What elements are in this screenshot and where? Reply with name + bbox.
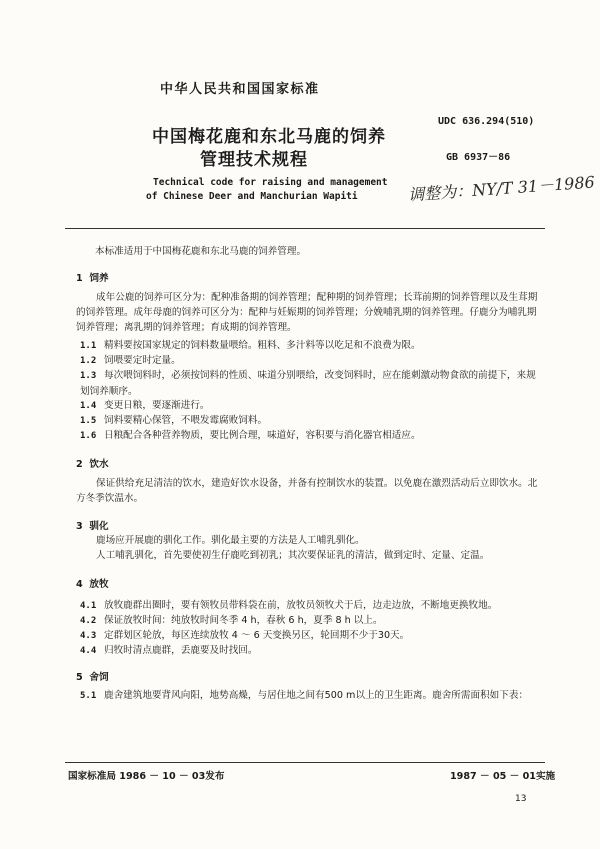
item-text: 归牧时清点鹿群，丢鹿要及时找回。 bbox=[104, 645, 258, 656]
handwritten-note: 调整为：NY/T 31－1986 bbox=[407, 172, 596, 205]
item-text: 饲喂要定时定量。 bbox=[104, 355, 181, 366]
item-number: 1.3 bbox=[80, 371, 97, 381]
item-number: 5.1 bbox=[80, 691, 97, 701]
list-item bbox=[80, 368, 544, 399]
issue-date: 国家标准局 1986 － 10 － 03发布 bbox=[68, 771, 225, 782]
item-text: 饲料要精心保管，不喂发霉腐败饲料。 bbox=[104, 415, 268, 426]
list-item bbox=[80, 628, 409, 644]
section-number: 3 bbox=[76, 521, 83, 532]
section-number: 5 bbox=[76, 672, 83, 683]
item-text: 每次喂饲料时，必须按饲料的性质、味道分别喂给，改变饲料时，应在能刺激动物食欲的前提下，来规划饲养顺序。 bbox=[80, 370, 536, 397]
section-paragraph: 成年公鹿的饲养可区分为：配种准备期的饲养管理；配种期的饲养管理；长茸前期的饲养管理以及生茸期的饲养管理。成年母鹿的饲养可区分为：配种与妊娠期的饲养管理；分娩哺乳期的饲养管理。仔鹿分为哺乳期饲养管理；离乳期的饲养管理；育成期的饲养管理。 bbox=[76, 292, 538, 333]
section-number: 4 bbox=[76, 579, 83, 590]
item-text: 变更日粮，要逐渐进行。 bbox=[104, 400, 210, 411]
section-title: 驯化 bbox=[89, 521, 109, 532]
section-paragraph: 人工哺乳驯化，首先要使初生仔鹿吃到初乳；其次要保证乳的清洁，做到定时、定量、定温。 bbox=[96, 550, 490, 561]
list-item bbox=[80, 643, 258, 659]
list-item bbox=[80, 428, 421, 444]
section-paragraph: 保证供给充足清洁的饮水，建造好饮水设备，并备有控制饮水的装置。以免鹿在激烈活动后立即饮水。北方冬季饮温水。 bbox=[76, 478, 538, 504]
item-number: 4.3 bbox=[80, 631, 97, 641]
list-item bbox=[80, 413, 267, 429]
intro-text: 本标准适用于中国梅花鹿和东北马鹿的饲养管理。 bbox=[95, 246, 307, 257]
section-heading-5 bbox=[76, 669, 109, 683]
section-heading-1 bbox=[76, 270, 109, 284]
item-number: 1.4 bbox=[80, 401, 97, 411]
page-number: 13 bbox=[515, 794, 527, 804]
section-heading-2 bbox=[76, 456, 109, 470]
section-title: 饮水 bbox=[89, 459, 109, 470]
section-title: 舍饲 bbox=[89, 672, 109, 683]
item-number: 1.5 bbox=[80, 416, 97, 426]
list-item bbox=[80, 398, 210, 414]
item-number: 4.1 bbox=[80, 601, 97, 611]
list-item bbox=[80, 338, 421, 354]
page-title: 中国梅花鹿和东北马鹿的饲养 bbox=[152, 127, 386, 147]
section-title: 放牧 bbox=[89, 579, 109, 590]
section-paragraph: 鹿场应开展鹿的驯化工作。驯化最主要的方法是人工哺乳驯化。 bbox=[96, 535, 365, 546]
item-text: 日粮配合各种营养物质，要比例合理，味道好，容积要与消化器官相适应。 bbox=[104, 430, 421, 441]
item-number: 4.4 bbox=[80, 646, 97, 656]
english-title-line1: Technical code for raising and management bbox=[153, 177, 388, 188]
list-item bbox=[80, 353, 181, 369]
section-heading-3 bbox=[76, 518, 109, 532]
item-number: 4.2 bbox=[80, 616, 97, 626]
english-title-line2: of Chinese Deer and Manchurian Wapiti bbox=[146, 191, 358, 202]
section-number: 2 bbox=[76, 459, 83, 470]
national-standard-heading: 中华人民共和国国家标准 bbox=[160, 82, 320, 97]
section-heading-4 bbox=[76, 576, 109, 590]
item-text: 保证放牧时间：纯放牧时间冬季 4 h，春秋 6 h，夏季 8 h 以上。 bbox=[104, 615, 383, 626]
section-title: 饲养 bbox=[89, 273, 109, 284]
list-item bbox=[80, 688, 544, 704]
page-title-line2: 管理技术规程 bbox=[200, 150, 308, 170]
item-text: 鹿舍建筑地要背风向阳，地势高燥，与居住地之间有500 m以上的卫生距离。鹿舍所需面积如下表： bbox=[104, 690, 529, 701]
list-item bbox=[80, 598, 497, 614]
footer-divider bbox=[65, 762, 545, 763]
implementation-date: 1987 － 05 － 01实施 bbox=[450, 771, 556, 782]
item-number: 1.2 bbox=[80, 356, 97, 366]
item-number: 1.6 bbox=[80, 431, 97, 441]
section-number: 1 bbox=[76, 273, 83, 284]
item-number: 1.1 bbox=[80, 341, 97, 351]
item-text: 精料要按国家规定的饲料数量喂给。粗料、多汁料等以吃足和不浪费为限。 bbox=[104, 340, 421, 351]
item-text: 放牧鹿群出圈时，要有领牧员带料袋在前，放牧员领牧犬于后，边走边放，不断地更换牧地。 bbox=[104, 600, 498, 611]
udc-code: UDC 636.294(510) bbox=[438, 116, 535, 127]
item-text: 定群划区轮放，每区连续放牧 4 ～ 6 天变换另区，轮回期不少于30天。 bbox=[104, 630, 410, 641]
gb-code: GB 6937－86 bbox=[446, 152, 511, 163]
header-divider bbox=[65, 228, 545, 229]
list-item bbox=[80, 613, 383, 629]
